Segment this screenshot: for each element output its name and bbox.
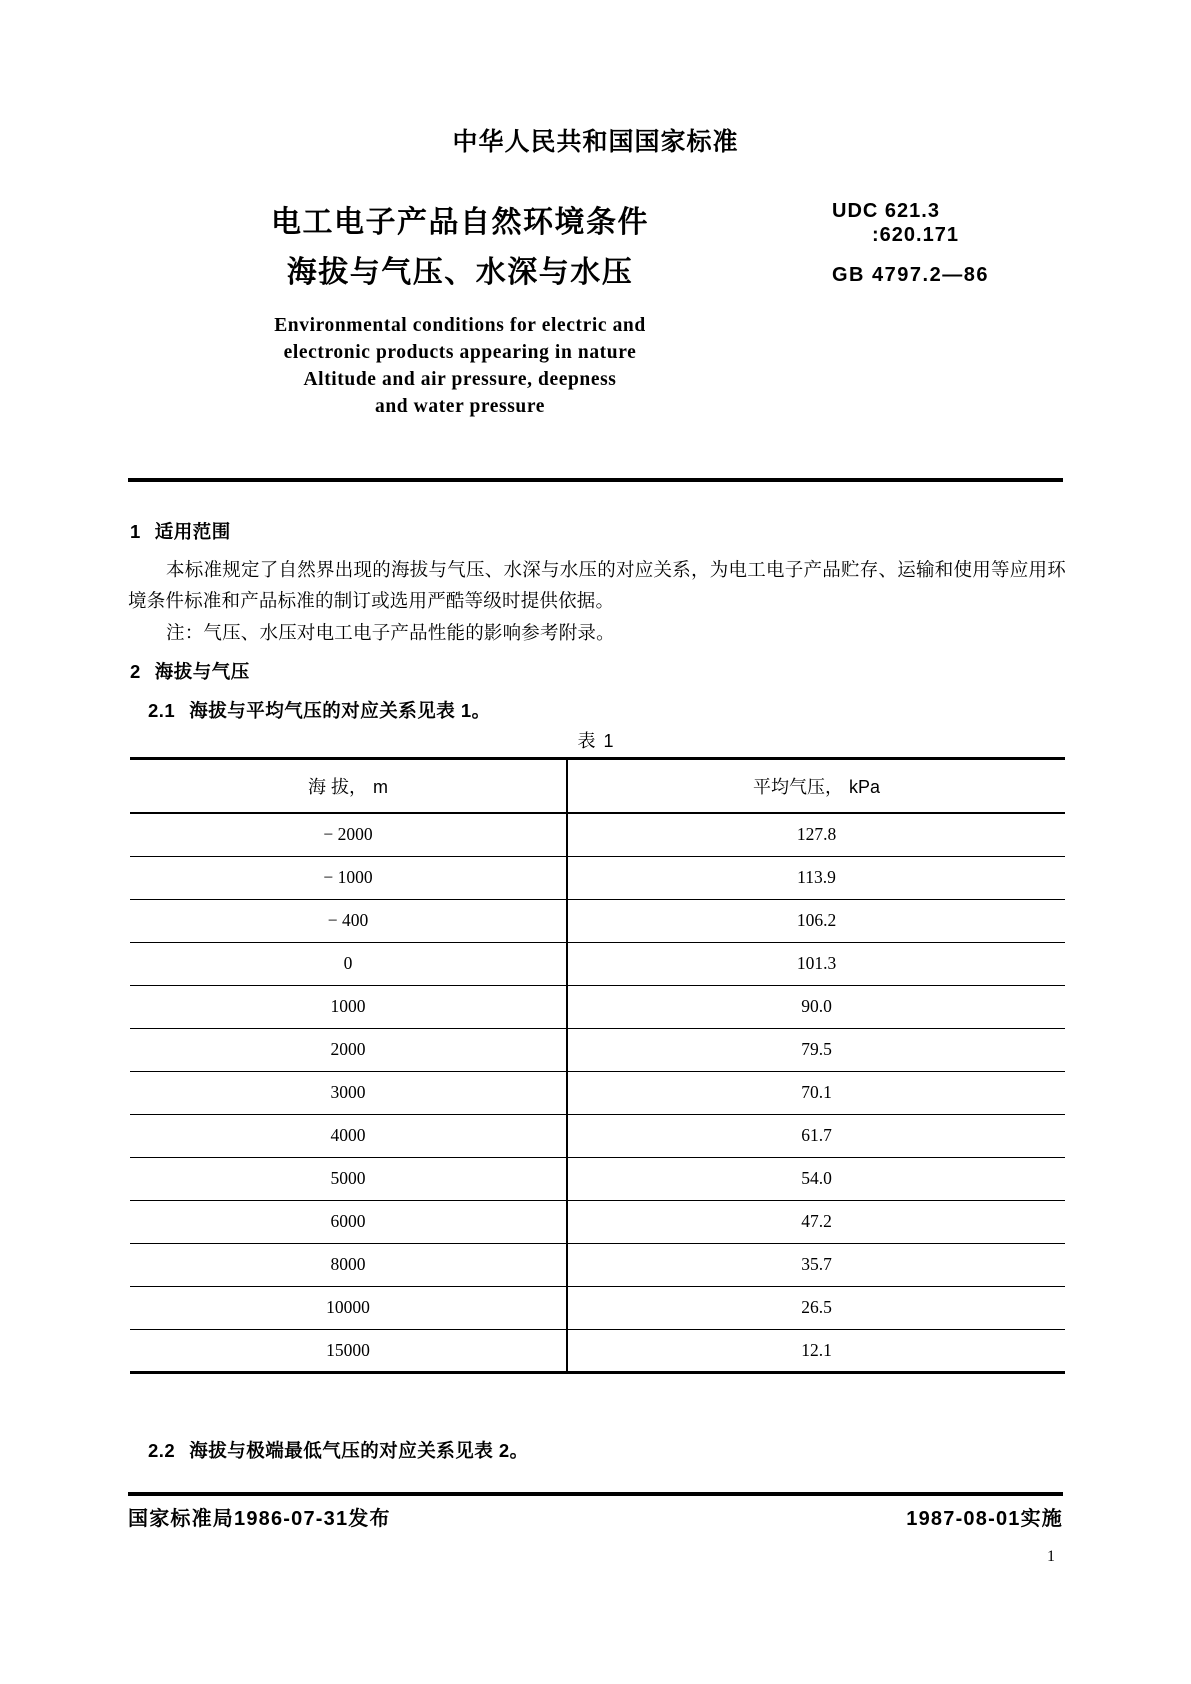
section-2-number: 2: [130, 661, 141, 682]
effective-date: 1987-08-01实施: [906, 1508, 1063, 1530]
footer-divider-rule: [128, 1492, 1063, 1496]
cell-pressure: 90.0: [567, 985, 1065, 1028]
header-divider-rule: [128, 478, 1063, 482]
cell-pressure: 26.5: [567, 1286, 1065, 1329]
table-row: [130, 1329, 1065, 1372]
cell-altitude: 2000: [130, 1028, 567, 1071]
cell-pressure: 79.5: [567, 1028, 1065, 1071]
cell-pressure: 61.7: [567, 1114, 1065, 1157]
table-caption-label: 表: [577, 731, 596, 751]
section-1-title: 适用范围: [154, 521, 231, 542]
section-2-title: 海拔与气压: [154, 661, 250, 682]
english-title-line-4: and water pressure: [374, 396, 546, 417]
english-title-line-1: Environmental conditions for electric and: [274, 315, 646, 336]
english-title-line-3: Altitude and air pressure, deepness: [303, 369, 617, 390]
cell-pressure: 127.8: [567, 813, 1065, 856]
section-1-number: 1: [130, 521, 141, 542]
column-header-altitude-unit: m: [373, 777, 389, 797]
section-2-2-text: 海拔与极端最低气压的对应关系见表 2。: [189, 1440, 529, 1461]
issuing-body-title: 中华人民共和国国家标准: [452, 128, 739, 156]
english-title: [150, 312, 770, 420]
altitude-pressure-table: [130, 757, 1065, 1374]
section-1-note: 注：气压、水压对电工电子产品性能的影响参考附录。: [166, 622, 615, 643]
cell-pressure: 113.9: [567, 856, 1065, 899]
publish-date: 国家标准局1986-07-31发布: [128, 1508, 391, 1530]
udc-line-2: :620.171: [872, 224, 959, 246]
column-header-altitude-name: 海 拔: [308, 777, 350, 797]
table-row: [130, 1028, 1065, 1071]
section-1-paragraph: 本标准规定了自然界出现的海拔与气压、水深与水压的对应关系，为电工电子产品贮存、运输和使用等应用环境条件标准和产品标准的制订或选用严酷等级时提供依据。: [128, 559, 1066, 611]
table-header-row: [130, 759, 1065, 814]
section-2-2-number: 2.2: [148, 1440, 176, 1461]
cell-pressure: 106.2: [567, 899, 1065, 942]
cell-altitude: − 400: [130, 899, 567, 942]
table-row: [130, 1243, 1065, 1286]
udc-classification: [810, 200, 1060, 247]
cell-altitude: 3000: [130, 1071, 567, 1114]
table-header: [130, 759, 1065, 814]
table-caption-number: 1: [603, 731, 614, 751]
section-2-2-heading: [148, 1437, 529, 1463]
cell-altitude: − 1000: [130, 856, 567, 899]
column-header-pressure-unit: kPa: [849, 777, 881, 797]
cell-altitude: 15000: [130, 1329, 567, 1372]
cell-altitude: 6000: [130, 1200, 567, 1243]
cell-pressure: 12.1: [567, 1329, 1065, 1372]
cell-altitude: 1000: [130, 985, 567, 1028]
chinese-title: [150, 198, 770, 298]
table-row: [130, 985, 1065, 1028]
chinese-title-line-2: 海拔与气压、水深与水压: [286, 256, 634, 289]
table-body: [130, 813, 1065, 1372]
column-header-pressure-name: 平均气压: [753, 777, 826, 797]
section-2-1-text: 海拔与平均气压的对应关系见表 1。: [189, 700, 491, 721]
column-header-altitude: 海 拔， m: [130, 759, 567, 814]
section-2-1-heading: [148, 697, 491, 723]
cell-altitude: 5000: [130, 1157, 567, 1200]
cell-altitude: 0: [130, 942, 567, 985]
cell-pressure: 101.3: [567, 942, 1065, 985]
cell-pressure: 35.7: [567, 1243, 1065, 1286]
column-header-pressure: 平均气压， kPa: [567, 759, 1065, 814]
chinese-title-line-1: 电工电子产品自然环境条件: [271, 206, 649, 239]
table-row: [130, 1200, 1065, 1243]
cell-altitude: 4000: [130, 1114, 567, 1157]
udc-line-1: UDC 621.3: [832, 200, 940, 222]
table-row: [130, 1114, 1065, 1157]
cell-pressure: 70.1: [567, 1071, 1065, 1114]
table-row: [130, 856, 1065, 899]
standard-number: GB 4797.2—86: [832, 264, 989, 286]
table-row: [130, 1071, 1065, 1114]
section-2-1-number: 2.1: [148, 700, 176, 721]
english-title-line-2: electronic products appearing in nature: [283, 342, 637, 363]
table-row: [130, 899, 1065, 942]
cell-altitude: 8000: [130, 1243, 567, 1286]
cell-pressure: 54.0: [567, 1157, 1065, 1200]
cell-pressure: 47.2: [567, 1200, 1065, 1243]
table-row: [130, 1157, 1065, 1200]
section-1-heading: [130, 518, 231, 544]
cell-altitude: 10000: [130, 1286, 567, 1329]
section-2-heading: [130, 658, 250, 684]
table-1-wrapper: [130, 757, 1065, 1374]
table-1-caption: [0, 727, 1191, 753]
table-row: [130, 942, 1065, 985]
table-row: [130, 1286, 1065, 1329]
table-row: [130, 813, 1065, 856]
cell-altitude: − 2000: [130, 813, 567, 856]
page-number: 1: [1047, 1548, 1055, 1565]
